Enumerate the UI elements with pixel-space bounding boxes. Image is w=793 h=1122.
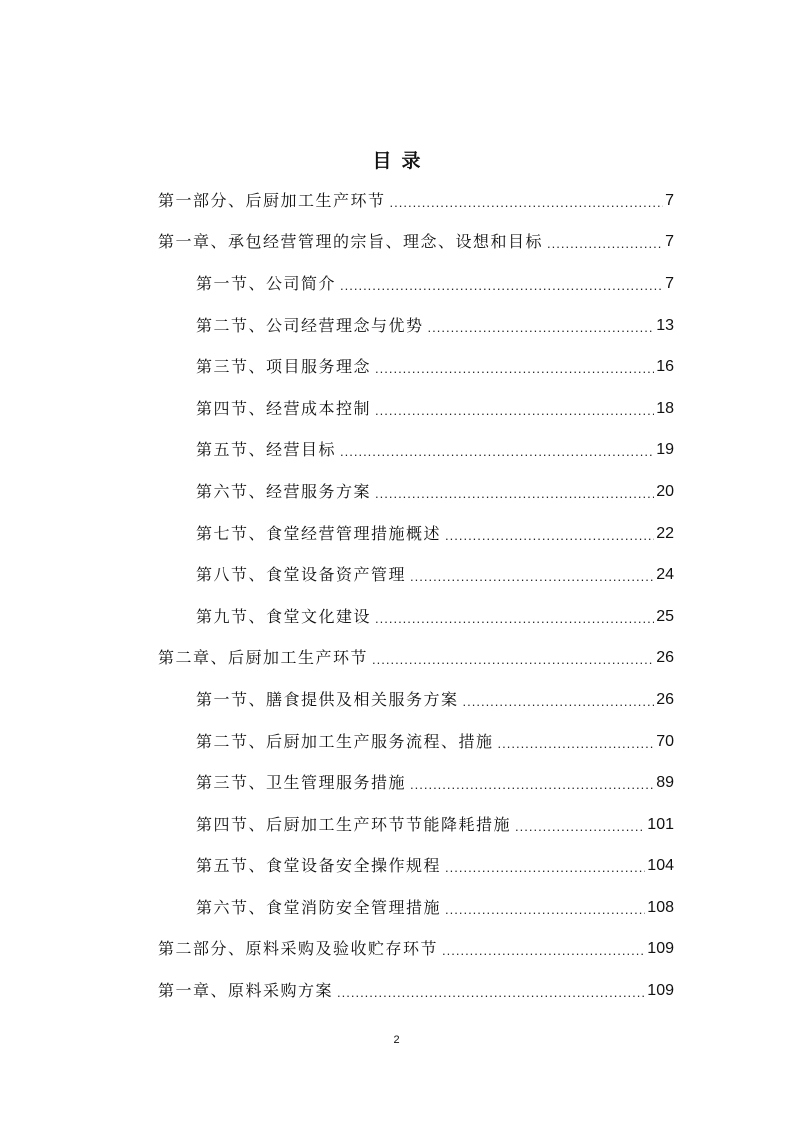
toc-entry[interactable] (196, 522, 674, 546)
dot-leader (340, 276, 663, 296)
dot-leader (410, 567, 654, 587)
toc-entry-page: 13 (656, 317, 674, 334)
toc-entry[interactable] (158, 189, 674, 213)
toc-entry-label: 第一部分、后厨加工生产环节 (158, 191, 386, 210)
dot-leader (375, 401, 654, 421)
toc-entry-page: 7 (665, 233, 674, 250)
toc-entry-label: 第七节、食堂经营管理措施概述 (196, 524, 442, 543)
toc-entry-page: 70 (656, 733, 674, 750)
toc-entry-page: 101 (647, 816, 674, 833)
toc-entry-label: 第四节、后厨加工生产环节节能降耗措施 (196, 815, 512, 834)
toc-title: 目录 (372, 150, 431, 172)
toc-entry-label: 第二节、后厨加工生产服务流程、措施 (196, 732, 494, 751)
toc-entry-label: 第一节、公司简介 (196, 274, 337, 293)
dot-leader (340, 442, 654, 462)
toc-entry[interactable] (196, 355, 674, 379)
toc-entry[interactable] (196, 688, 674, 712)
toc-entry-label: 第四节、经营成本控制 (196, 399, 372, 418)
dot-leader (390, 193, 664, 213)
toc-entry[interactable] (196, 314, 674, 338)
toc-entry-page: 18 (656, 400, 674, 417)
dot-leader (372, 650, 654, 670)
toc-entry-label: 第二部分、原料采购及验收贮存环节 (158, 939, 439, 958)
toc-entry[interactable] (158, 937, 674, 961)
toc-entry[interactable] (196, 854, 674, 878)
dot-leader (445, 858, 645, 878)
toc-entry-page: 22 (656, 525, 674, 542)
toc-entry-page: 89 (656, 774, 674, 791)
toc-entry[interactable] (196, 438, 674, 462)
toc-entry-label: 第二节、公司经营理念与优势 (196, 316, 424, 335)
dot-leader (463, 692, 655, 712)
toc-entry[interactable] (196, 771, 674, 795)
toc-entry[interactable] (158, 646, 674, 670)
toc-entry-page: 109 (647, 940, 674, 957)
toc-entry[interactable] (196, 397, 674, 421)
toc-entry[interactable] (196, 272, 674, 296)
dot-leader (337, 983, 645, 1003)
toc-entry-page: 109 (647, 982, 674, 999)
toc-entry-page: 7 (665, 192, 674, 209)
toc-entry-page: 24 (656, 566, 674, 583)
toc-entry-label: 第六节、经营服务方案 (196, 482, 372, 501)
toc-entry-page: 26 (656, 691, 674, 708)
toc-entry-page: 7 (665, 275, 674, 292)
toc-entry-label: 第一章、承包经营管理的宗旨、理念、设想和目标 (158, 232, 544, 251)
toc-entry-page: 16 (656, 358, 674, 375)
toc-entry-label: 第九节、食堂文化建设 (196, 607, 372, 626)
toc-entry[interactable] (196, 896, 674, 920)
toc-entry[interactable] (158, 230, 674, 254)
toc-entry[interactable] (196, 813, 674, 837)
toc-entry-label: 第五节、经营目标 (196, 440, 337, 459)
toc-entry[interactable] (196, 480, 674, 504)
toc-entry[interactable] (196, 730, 674, 754)
dot-leader (547, 234, 663, 254)
dot-leader (428, 318, 655, 338)
toc-entry-label: 第二章、后厨加工生产环节 (158, 648, 369, 667)
toc-entry-page: 26 (656, 649, 674, 666)
toc-entry-page: 20 (656, 483, 674, 500)
dot-leader (375, 359, 654, 379)
toc-entry-label: 第八节、食堂设备资产管理 (196, 565, 407, 584)
toc-entry-page: 19 (656, 441, 674, 458)
toc-entry-label: 第六节、食堂消防安全管理措施 (196, 898, 442, 917)
dot-leader (410, 775, 654, 795)
dot-leader (498, 734, 655, 754)
toc-entry[interactable] (196, 605, 674, 629)
toc-entry-label: 第一章、原料采购方案 (158, 981, 334, 1000)
dot-leader (515, 817, 645, 837)
toc-entry[interactable] (196, 563, 674, 587)
toc-entry[interactable] (158, 979, 674, 1003)
toc-entry-label: 第三节、项目服务理念 (196, 357, 372, 376)
dot-leader (445, 526, 654, 546)
toc-entry-label: 第一节、膳食提供及相关服务方案 (196, 690, 459, 709)
page-number: 2 (393, 1034, 400, 1046)
toc-entry-page: 104 (647, 857, 674, 874)
toc-entry-label: 第五节、食堂设备安全操作规程 (196, 856, 442, 875)
toc-entry-page: 25 (656, 608, 674, 625)
dot-leader (375, 609, 654, 629)
dot-leader (375, 484, 654, 504)
dot-leader (445, 900, 645, 920)
dot-leader (442, 941, 645, 961)
toc-entry-page: 108 (647, 899, 674, 916)
toc-entry-label: 第三节、卫生管理服务措施 (196, 773, 407, 792)
